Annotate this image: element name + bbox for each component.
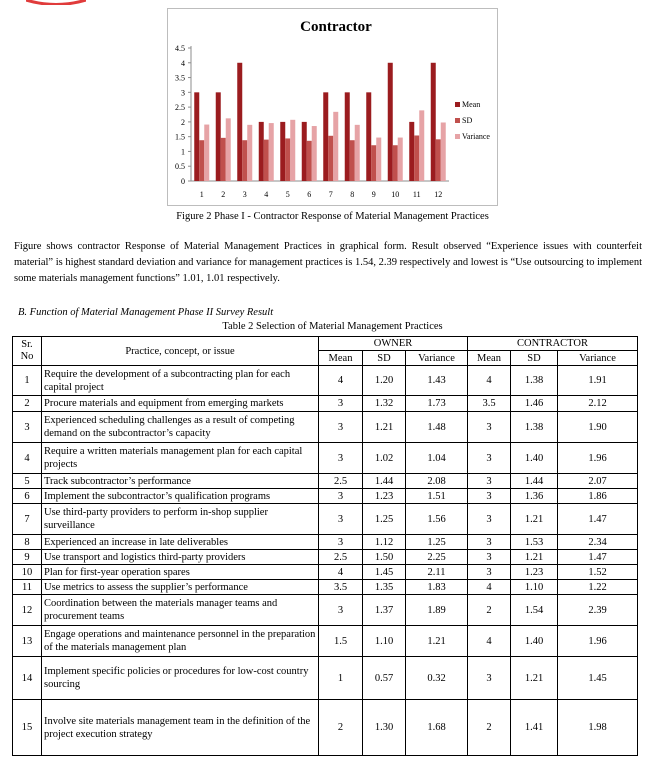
cell-contractor-sd: 1.40 — [511, 626, 558, 657]
cell-owner-variance: 2.11 — [406, 565, 468, 580]
section-heading: B. Function of Material Management Phase II Survey Result — [18, 307, 274, 318]
cell-sr-no: 2 — [13, 396, 42, 412]
bar-variance — [269, 123, 274, 181]
cell-owner-sd: 1.45 — [363, 565, 406, 580]
bar-sd — [328, 136, 333, 181]
x-tick-label: 3 — [242, 190, 247, 199]
x-tick-label: 1 — [199, 190, 204, 199]
cell-owner-variance: 2.25 — [406, 550, 468, 565]
cell-owner-variance: 1.73 — [406, 396, 468, 412]
cell-owner-sd: 1.50 — [363, 550, 406, 565]
x-tick-label: 4 — [264, 190, 269, 199]
cell-sr-no: 11 — [13, 580, 42, 595]
cell-practice: Use transport and logistics third-party providers — [42, 550, 319, 565]
header-contractor-sd: SD — [511, 351, 558, 366]
cell-practice: Experienced an increase in late deliverables — [42, 535, 319, 550]
cell-sr-no: 3 — [13, 412, 42, 443]
table-row — [13, 396, 638, 412]
legend-swatch-sd — [455, 118, 460, 123]
cell-owner-mean: 2.5 — [319, 474, 363, 489]
bar-sd — [264, 140, 269, 181]
cell-contractor-sd: 1.46 — [511, 396, 558, 412]
bar-sd — [221, 138, 226, 181]
cell-owner-sd: 1.12 — [363, 535, 406, 550]
cell-owner-sd: 1.23 — [363, 489, 406, 504]
header-owner-sd: SD — [363, 351, 406, 366]
cell-contractor-mean: 3 — [468, 657, 511, 700]
y-tick-label: 0.5 — [175, 162, 185, 172]
body-paragraph: Figure shows contractor Response of Material Management Practices in graphical form. Result observed “Experience issues with counterfeit material” is highest standard deviation and variance for management practices is 1.54, 2.39 respectively and lowest is “Use outsourcing to implement some materials management functions” 1.01, 1.01 respectively. — [14, 241, 642, 284]
cell-contractor-mean: 4 — [468, 580, 511, 595]
y-tick-label: 0 — [181, 177, 185, 186]
cell-practice: Use metrics to assess the supplier’s performance — [42, 580, 319, 595]
cell-owner-sd: 1.32 — [363, 396, 406, 412]
contractor-chart — [167, 8, 498, 206]
cell-owner-mean: 3 — [319, 504, 363, 535]
cell-owner-mean: 3 — [319, 443, 363, 474]
table-row — [13, 700, 638, 756]
header-sr-no: Sr. No — [13, 337, 42, 366]
bar-variance — [226, 118, 231, 181]
cell-owner-sd: 1.02 — [363, 443, 406, 474]
cell-sr-no: 5 — [13, 474, 42, 489]
bar-mean — [366, 92, 371, 181]
cell-owner-sd: 1.21 — [363, 412, 406, 443]
cell-owner-variance: 1.43 — [406, 366, 468, 396]
y-tick-label: 4 — [181, 58, 185, 68]
cell-owner-mean: 1 — [319, 657, 363, 700]
cell-owner-sd: 1.25 — [363, 504, 406, 535]
cell-owner-mean: 2.5 — [319, 550, 363, 565]
cell-contractor-mean: 3.5 — [468, 396, 511, 412]
cell-sr-no: 14 — [13, 657, 42, 700]
cell-contractor-mean: 4 — [468, 626, 511, 657]
cell-contractor-sd: 1.36 — [511, 489, 558, 504]
cell-sr-no: 15 — [13, 700, 42, 756]
cell-owner-mean: 4 — [319, 366, 363, 396]
cell-contractor-variance: 1.47 — [558, 504, 638, 535]
cell-contractor-mean: 3 — [468, 550, 511, 565]
bar-sd — [307, 141, 312, 181]
cell-contractor-variance: 1.22 — [558, 580, 638, 595]
cell-practice: Plan for first-year operation spares — [42, 565, 319, 580]
cell-contractor-mean: 3 — [468, 489, 511, 504]
bar-sd — [414, 135, 419, 181]
cell-owner-variance: 1.51 — [406, 489, 468, 504]
cell-contractor-mean: 3 — [468, 565, 511, 580]
cell-contractor-variance: 1.98 — [558, 700, 638, 756]
cell-practice: Implement specific policies or procedures for low-cost country sourcing — [42, 657, 319, 700]
chart-title: Contractor — [300, 19, 372, 35]
y-tick-label: 1.5 — [175, 132, 185, 142]
cell-owner-sd: 1.44 — [363, 474, 406, 489]
cell-contractor-variance: 1.86 — [558, 489, 638, 504]
bar-variance — [355, 125, 360, 181]
figure-caption: Figure 2 Phase I - Contractor Response of Material Management Practices — [176, 211, 489, 222]
y-tick-label: 3.5 — [175, 73, 185, 83]
cell-contractor-variance: 1.96 — [558, 626, 638, 657]
header-contractor: CONTRACTOR — [468, 337, 638, 351]
legend-swatch-variance — [455, 134, 460, 139]
bar-sd — [285, 138, 290, 181]
cell-practice: Track subcontractor’s performance — [42, 474, 319, 489]
cell-contractor-sd: 1.38 — [511, 412, 558, 443]
legend-label-sd: SD — [462, 116, 473, 125]
cell-owner-mean: 3 — [319, 535, 363, 550]
cell-contractor-sd: 1.21 — [511, 504, 558, 535]
cell-sr-no: 10 — [13, 565, 42, 580]
bar-sd — [242, 140, 247, 181]
cell-contractor-variance: 1.45 — [558, 657, 638, 700]
bar-mean — [280, 122, 285, 181]
header-practice: Practice, concept, or issue — [42, 337, 319, 366]
cell-contractor-sd: 1.23 — [511, 565, 558, 580]
cell-owner-variance: 1.48 — [406, 412, 468, 443]
cell-owner-variance: 0.32 — [406, 657, 468, 700]
cell-sr-no: 13 — [13, 626, 42, 657]
cell-contractor-mean: 3 — [468, 412, 511, 443]
cell-contractor-mean: 3 — [468, 504, 511, 535]
cell-owner-variance: 1.56 — [406, 504, 468, 535]
bar-sd — [350, 140, 355, 181]
bar-variance — [290, 120, 295, 181]
table-row — [13, 580, 638, 595]
cell-owner-mean: 4 — [319, 565, 363, 580]
bar-variance — [398, 138, 403, 181]
y-tick-label: 2 — [181, 117, 185, 127]
table-row — [13, 504, 638, 535]
bar-variance — [333, 112, 338, 181]
cell-contractor-variance: 1.47 — [558, 550, 638, 565]
bar-sd — [199, 140, 204, 181]
x-tick-label: 7 — [328, 190, 333, 199]
cell-contractor-sd: 1.44 — [511, 474, 558, 489]
cell-contractor-sd: 1.21 — [511, 550, 558, 565]
x-tick-label: 10 — [391, 190, 400, 199]
x-tick-label: 8 — [350, 190, 355, 199]
cell-practice: Require the development of a subcontracting plan for each capital project — [42, 366, 319, 396]
bar-variance — [441, 122, 446, 181]
header-owner-mean: Mean — [319, 351, 363, 366]
table-row — [13, 412, 638, 443]
cell-practice: Engage operations and maintenance personnel in the preparation of the materials management plan — [42, 626, 319, 657]
cell-contractor-mean: 3 — [468, 535, 511, 550]
cell-sr-no: 9 — [13, 550, 42, 565]
cell-owner-sd: 1.10 — [363, 626, 406, 657]
cell-owner-variance: 1.21 — [406, 626, 468, 657]
logo-fragment — [26, 0, 86, 5]
cell-contractor-variance: 2.07 — [558, 474, 638, 489]
cell-sr-no: 6 — [13, 489, 42, 504]
cell-contractor-sd: 1.41 — [511, 700, 558, 756]
cell-owner-sd: 1.30 — [363, 700, 406, 756]
legend-label-mean: Mean — [462, 100, 481, 109]
y-tick-label: 1 — [181, 147, 185, 157]
cell-contractor-sd: 1.40 — [511, 443, 558, 474]
cell-owner-mean: 3 — [319, 489, 363, 504]
cell-contractor-sd: 1.10 — [511, 580, 558, 595]
header-owner: OWNER — [319, 337, 468, 351]
bar-mean — [323, 92, 328, 181]
bar-mean — [216, 92, 221, 181]
header-contractor-mean: Mean — [468, 351, 511, 366]
x-tick-label: 11 — [412, 190, 421, 199]
cell-owner-mean: 1.5 — [319, 626, 363, 657]
chart-canvas — [168, 9, 499, 207]
table-row — [13, 489, 638, 504]
table-body — [13, 366, 638, 756]
cell-practice: Experienced scheduling challenges as a result of competing demand on the subcontractor’s capacity — [42, 412, 319, 443]
y-tick-label: 3 — [181, 88, 185, 98]
bar-mean — [237, 63, 242, 181]
table-row — [13, 595, 638, 626]
cell-practice: Require a written materials management plan for each capital projects — [42, 443, 319, 474]
cell-contractor-sd: 1.38 — [511, 366, 558, 396]
bar-variance — [419, 110, 424, 181]
x-tick-label: 9 — [371, 190, 376, 199]
bar-mean — [194, 92, 199, 181]
bar-mean — [345, 92, 350, 181]
cell-contractor-variance: 2.12 — [558, 396, 638, 412]
cell-owner-variance: 1.25 — [406, 535, 468, 550]
cell-practice: Implement the subcontractor’s qualification programs — [42, 489, 319, 504]
table-row — [13, 474, 638, 489]
cell-contractor-variance: 1.91 — [558, 366, 638, 396]
bar-mean — [431, 63, 436, 181]
cell-contractor-sd: 1.21 — [511, 657, 558, 700]
x-tick-label: 12 — [434, 190, 443, 199]
cell-practice: Coordination between the materials manager teams and procurement teams — [42, 595, 319, 626]
cell-contractor-variance: 1.90 — [558, 412, 638, 443]
cell-owner-sd: 0.57 — [363, 657, 406, 700]
cell-owner-mean: 3 — [319, 412, 363, 443]
bar-mean — [388, 63, 393, 181]
table-row — [13, 443, 638, 474]
table-row — [13, 366, 638, 396]
cell-owner-variance: 1.68 — [406, 700, 468, 756]
cell-owner-mean: 3 — [319, 595, 363, 626]
cell-owner-variance: 1.89 — [406, 595, 468, 626]
cell-owner-mean: 3.5 — [319, 580, 363, 595]
bar-mean — [409, 122, 414, 181]
legend-swatch-mean — [455, 102, 460, 107]
chart-bars — [194, 63, 446, 181]
cell-contractor-mean: 4 — [468, 366, 511, 396]
cell-owner-variance: 1.04 — [406, 443, 468, 474]
legend-label-variance: Variance — [462, 132, 490, 141]
y-tick-label: 2.5 — [175, 103, 185, 113]
cell-owner-mean: 3 — [319, 396, 363, 412]
cell-sr-no: 12 — [13, 595, 42, 626]
cell-contractor-variance: 2.34 — [558, 535, 638, 550]
cell-contractor-mean: 2 — [468, 595, 511, 626]
bar-sd — [393, 145, 398, 181]
cell-owner-sd: 1.20 — [363, 366, 406, 396]
cell-sr-no: 8 — [13, 535, 42, 550]
x-tick-label: 6 — [307, 190, 312, 199]
cell-contractor-sd: 1.53 — [511, 535, 558, 550]
cell-practice: Use third-party providers to perform in-shop supplier surveillance — [42, 504, 319, 535]
bar-variance — [376, 138, 381, 181]
cell-contractor-mean: 2 — [468, 700, 511, 756]
bar-variance — [247, 125, 252, 181]
bar-sd — [436, 139, 441, 181]
bar-variance — [312, 126, 317, 181]
table-row — [13, 657, 638, 700]
table-row — [13, 565, 638, 580]
table-row — [13, 626, 638, 657]
cell-practice: Procure materials and equipment from emerging markets — [42, 396, 319, 412]
header-owner-variance: Variance — [406, 351, 468, 366]
bar-mean — [302, 122, 307, 181]
x-tick-label: 5 — [285, 190, 290, 199]
y-tick-label: 4.5 — [175, 44, 185, 53]
cell-contractor-variance: 1.96 — [558, 443, 638, 474]
cell-contractor-mean: 3 — [468, 474, 511, 489]
cell-contractor-mean: 3 — [468, 443, 511, 474]
cell-contractor-variance: 1.52 — [558, 565, 638, 580]
cell-sr-no: 4 — [13, 443, 42, 474]
header-contractor-variance: Variance — [558, 351, 638, 366]
cell-owner-mean: 2 — [319, 700, 363, 756]
cell-owner-variance: 2.08 — [406, 474, 468, 489]
cell-contractor-sd: 1.54 — [511, 595, 558, 626]
chart-legend — [455, 100, 490, 141]
practices-table — [12, 336, 638, 756]
cell-owner-variance: 1.83 — [406, 580, 468, 595]
cell-sr-no: 1 — [13, 366, 42, 396]
bar-sd — [371, 145, 376, 181]
table-row — [13, 550, 638, 565]
cell-practice: Involve site materials management team in the definition of the project execution strategy — [42, 700, 319, 756]
cell-sr-no: 7 — [13, 504, 42, 535]
x-tick-label: 2 — [221, 190, 226, 199]
cell-owner-sd: 1.35 — [363, 580, 406, 595]
cell-contractor-variance: 2.39 — [558, 595, 638, 626]
table-row — [13, 535, 638, 550]
bar-mean — [259, 122, 264, 181]
cell-owner-sd: 1.37 — [363, 595, 406, 626]
table-caption: Table 2 Selection of Material Management Practices — [222, 321, 443, 332]
bar-variance — [204, 125, 209, 181]
